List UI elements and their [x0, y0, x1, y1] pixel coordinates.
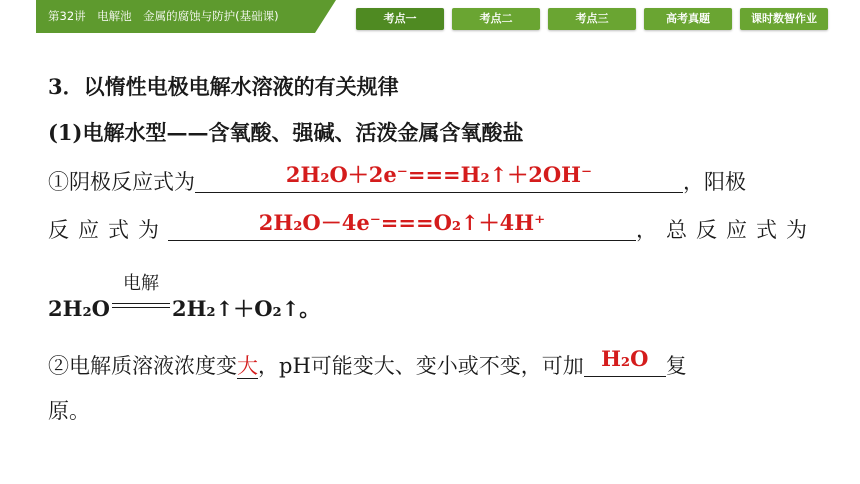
anode-answer: 2H₂O－4e⁻===O₂↑＋4H⁺: [258, 210, 546, 235]
concentration-prefix: ②电解质溶液浓度变: [48, 354, 237, 378]
concentration-line: [48, 346, 687, 381]
subheading: [48, 118, 523, 148]
equals-line-top: [112, 303, 170, 304]
last-line: [48, 396, 90, 426]
tab-kaodian-3[interactable]: 考点三: [548, 8, 636, 30]
condition-label: 电解: [122, 273, 159, 294]
total-reaction: [48, 273, 321, 324]
cathode-suffix: ，阳极: [683, 170, 746, 194]
subheading-text: (1)电解水型——含氧酸、强碱、活泼金属含氧酸盐: [48, 120, 524, 145]
concentration-middle: ，pH可能变大、变小或不变，可加: [258, 354, 584, 378]
restore-answer: H₂O: [601, 346, 649, 371]
anode-blank: [168, 210, 636, 241]
cathode-answer: 2H₂O＋2e⁻===H₂↑＋2OH⁻: [285, 162, 593, 187]
last-text: 原。: [48, 399, 90, 423]
tab-kaodian-2[interactable]: 考点二: [452, 8, 540, 30]
restore-blank: [584, 346, 666, 377]
electrolysis-condition: [110, 273, 172, 318]
anode-suffix: ，总反应式为: [636, 218, 816, 242]
equals-line-bottom: [112, 307, 170, 308]
cathode-line: [48, 162, 746, 197]
tab-kaodian-1[interactable]: 考点一: [356, 8, 444, 30]
restore-suffix: 复: [665, 354, 687, 378]
concentration-answer: 大: [237, 354, 258, 378]
tab-keshi-zuoye[interactable]: 课时数智作业: [740, 8, 828, 30]
anode-prefix: 反应式为: [48, 218, 168, 242]
nav-tabs: [356, 8, 828, 30]
anode-line: [48, 210, 816, 245]
total-lhs: 2H₂O: [48, 296, 110, 321]
lecture-title: 第32讲 电解池 金属的腐蚀与防护(基础课): [48, 9, 279, 23]
section-heading: 3．以惰性电极电解水溶液的有关规律: [48, 74, 399, 99]
total-rhs: 2H₂↑＋O₂↑。: [171, 296, 321, 321]
cathode-blank: [195, 162, 683, 193]
cathode-prefix: ①阴极反应式为: [48, 170, 195, 194]
header-bar: [0, 0, 860, 36]
tab-gaokao-zhenti[interactable]: 高考真题: [644, 8, 732, 30]
